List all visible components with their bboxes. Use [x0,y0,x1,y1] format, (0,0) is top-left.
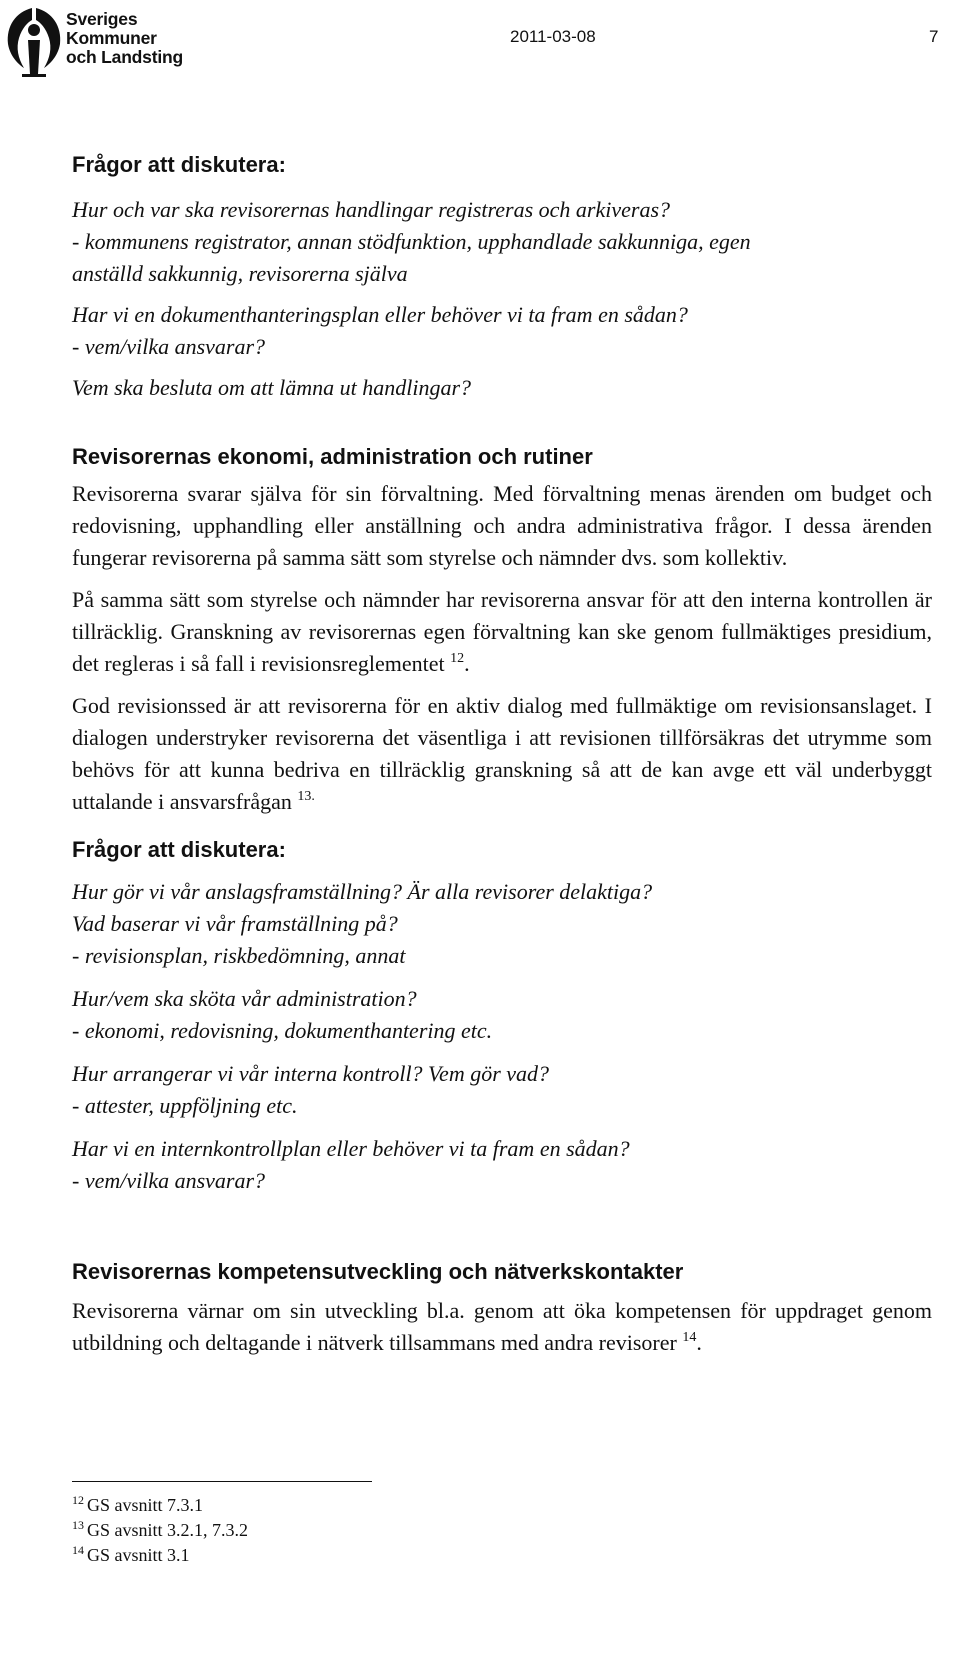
section-heading: Frågor att diskutera: [72,837,286,862]
paragraph-text: Revisorerna värnar om sin utveckling bl.a. genom att öka kompetensen för uppdraget genom utbildning och deltagande i nätverk tillsammans med andra revisorer [72,1298,932,1355]
question-line: - vem/vilka ansvarar? [72,1168,266,1193]
section-heading: Revisorernas kompetensutveckling och nätverkskontakter [72,1259,684,1284]
question-group [72,876,932,972]
question-group [72,983,932,1047]
footnote-text: GS avsnitt 3.2.1, 7.3.2 [87,1520,249,1540]
footnote-number: 12 [72,1493,84,1507]
footnote-ref: 14 [682,1330,697,1345]
page-number: 7 [929,27,939,46]
question-line: - attester, uppföljning etc. [72,1093,298,1118]
question-line: Hur och var ska revisorernas handlingar registreras och arkiveras? [72,197,671,222]
paragraph-text: På samma sätt som styrelse och nämnder har revisorerna ansvar för att den interna kontrollen är tillräcklig. Granskning av revisorernas egen förvaltning kan ske genom fullmäktiges presidium, det regleras i så fall i revisionsreglementet [72,587,932,676]
paragraph [72,584,932,680]
page-header [0,0,960,80]
paragraph-end: . [464,651,470,676]
question-line: Vem ska besluta om att lämna ut handlingar? [72,375,472,400]
paragraph [72,690,932,818]
paragraph-text: God revisionssed är att revisorerna för en aktiv dialog med fullmäktige om revisionsanslaget. I dialogen understryker revisorerna det väsentliga i att revisionen tillförsäkras det utrymme som behövs för att kunna bedriva en tillräcklig granskning så att de kan avge ett väl underbyggt uttalande i ansvarsfrågan [72,693,932,814]
question-line: - vem/vilka ansvarar? [72,334,266,359]
discussion-questions-2 [72,876,932,1197]
footnote [72,1518,248,1543]
question-line: Har vi en internkontrollplan eller behöver vi ta fram en sådan? [72,1136,630,1161]
question-group [72,1058,932,1122]
paragraph [72,1295,932,1359]
question-line: - ekonomi, redovisning, dokumenthantering etc. [72,1018,493,1043]
question-line: Vad baserar vi vår framställning på? [72,911,398,936]
footnote [72,1543,248,1568]
discussion-questions-1 [72,194,932,404]
footnote-number: 13 [72,1518,84,1532]
footnote-ref: 13. [297,789,315,804]
page-body [72,150,932,1359]
footnote [72,1493,248,1518]
paragraph [72,478,932,574]
question-line: Hur/vem ska sköta vår administration? [72,986,417,1011]
footnote-ref: 12 [450,651,465,666]
question-group [72,1133,932,1197]
logo-line-2: Kommuner [66,28,157,48]
question-line: Hur gör vi vår anslagsframställning? Är alla revisorer delaktiga? [72,879,653,904]
footnote-divider [72,1481,372,1482]
footnotes [72,1493,248,1568]
footnote-text: GS avsnitt 7.3.1 [87,1495,204,1515]
footnote-number: 14 [72,1543,84,1557]
footnote-text: GS avsnitt 3.1 [87,1545,190,1565]
question-line: Hur arrangerar vi vår interna kontroll? Vem gör vad? [72,1061,550,1086]
document-date: 2011-03-08 [510,27,596,46]
logo-line-1: Sveriges [66,9,138,29]
section-heading: Revisorernas ekonomi, administration och rutiner [72,444,593,469]
question-line: - revisionsplan, riskbedömning, annat [72,943,406,968]
logo-line-3: och Landsting [66,47,183,67]
paragraph-text: Revisorerna svarar själva för sin förvaltning. Med förvaltning menas ärenden om budget och redovisning, upphandling eller anställning och andra administrativa frågor. I dessa ärenden fungerar revisorerna på samma sätt som styrelse och nämnder dvs. som kollektiv. [72,481,932,570]
paragraph-end: . [696,1330,702,1355]
question-line: anställd sakkunnig, revisorerna själva [72,261,408,286]
logo-wordmark [66,10,183,67]
question-line: - kommunens registrator, annan stödfunktion, upphandlade sakkunniga, egen [72,229,751,254]
section-heading: Frågor att diskutera: [72,152,286,177]
question-line: Har vi en dokumenthanteringsplan eller behöver vi ta fram en sådan? [72,302,688,327]
